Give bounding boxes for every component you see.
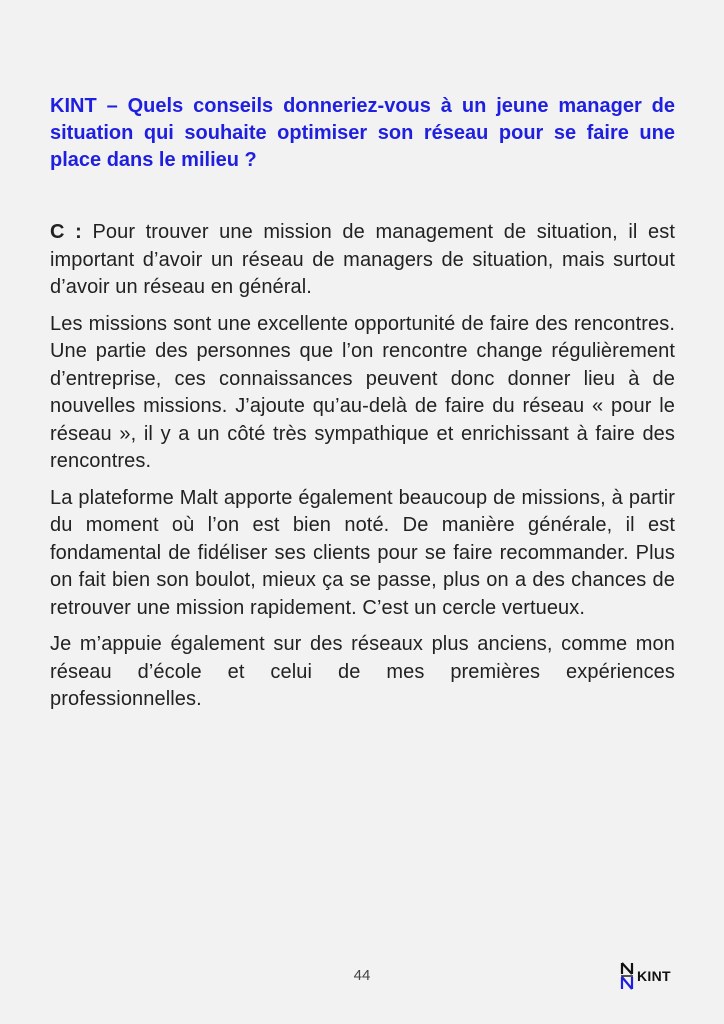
kint-logo-icon — [620, 962, 634, 990]
kint-logo — [620, 961, 671, 991]
interview-question: KINT – Quels conseils donneriez-vous à un jeune manager de situation qui souhaite optimiser son réseau pour se faire une place dans le milieu ? — [50, 95, 675, 171]
page-number: 44 — [353, 967, 371, 984]
page-content — [50, 93, 675, 723]
logo-text: KINT — [637, 968, 671, 984]
interview-answer — [50, 219, 675, 714]
answer-paragraph: La plateforme Malt apporte également beaucoup de missions, à partir du moment où l’on est bien noté. De manière générale, il est fondamental de fidéliser ses clients pour se faire recommander. Plus on fait bien son boulot, mieux ça se passe, plus on a des chances de retrouver une mission rapidement. C’est un cercle vertueux. — [50, 486, 675, 619]
answer-paragraph: Je m’appuie également sur des réseaux plus anciens, comme mon réseau d’école et celui de mes premières expériences professionnelles. — [50, 633, 675, 710]
answer-paragraph: Les missions sont une excellente opportunité de faire des rencontres. Une partie des personnes que l’on rencontre change régulièrement d’entreprise, ces connaissances peuvent donc donner lieu à de nouvelles missions. J’ajoute qu’au-delà de faire du réseau « pour le réseau », il y a un côté très sympathique et enrichissant à faire des rencontres. — [50, 312, 675, 472]
speaker-label: C : — [50, 221, 82, 243]
answer-paragraph-text: Pour trouver une mission de management de situation, il est important d’avoir un réseau de managers de situation, mais surtout d’avoir un réseau en général. — [50, 221, 675, 298]
answer-paragraph — [50, 219, 675, 302]
